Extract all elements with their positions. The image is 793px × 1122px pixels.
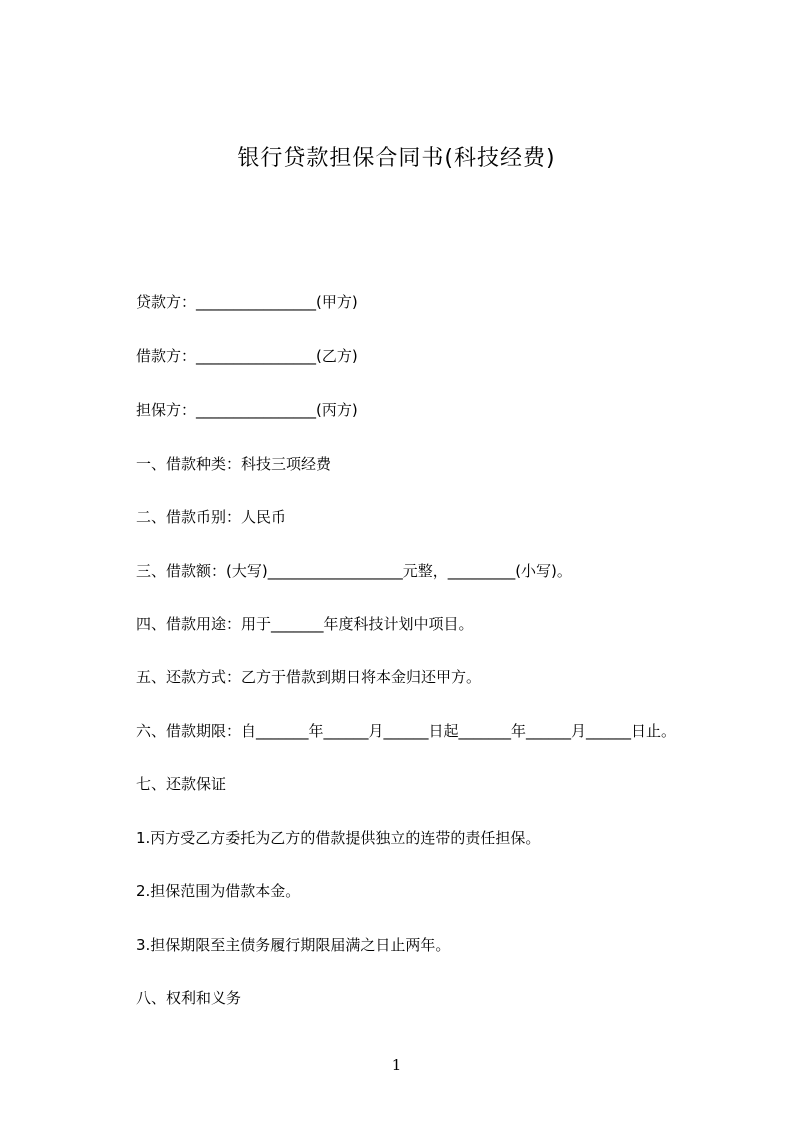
clause-guarantee-item-1: 1.丙方受乙方委托为乙方的借款提供独立的连带的责任担保。 <box>136 829 541 847</box>
clause-purpose: 四、借款用途：用于_______年度科技计划中项目。 <box>136 615 474 633</box>
clause-currency: 二、借款币别：人民币 <box>136 508 287 526</box>
document-title: 银行贷款担保合同书(科技经费) <box>237 146 556 171</box>
clause-guarantee-item-3: 3.担保期限至主债务履行期限届满之日止两年。 <box>136 936 451 954</box>
clause-loan-type: 一、借款种类：科技三项经费 <box>136 455 332 473</box>
party-borrower: 借款方：________________(乙方) <box>136 347 358 365</box>
clause-repayment-guarantee: 七、还款保证 <box>136 775 227 793</box>
clause-amount: 三、借款额：(大写)__________________元整，_________(小写)。 <box>136 562 572 580</box>
clause-loan-term: 六、借款期限：自_______年______月______日起_______年______月______日止。 <box>136 722 677 740</box>
clause-repayment-method: 五、还款方式：乙方于借款到期日将本金归还甲方。 <box>136 668 482 686</box>
party-lender: 贷款方：________________(甲方) <box>136 293 358 311</box>
party-guarantor: 担保方：________________(丙方) <box>136 401 358 419</box>
clause-guarantee-item-2: 2.担保范围为借款本金。 <box>136 882 301 900</box>
clause-rights-obligations: 八、权利和义务 <box>136 989 242 1007</box>
page-number: 1 <box>391 1056 402 1074</box>
